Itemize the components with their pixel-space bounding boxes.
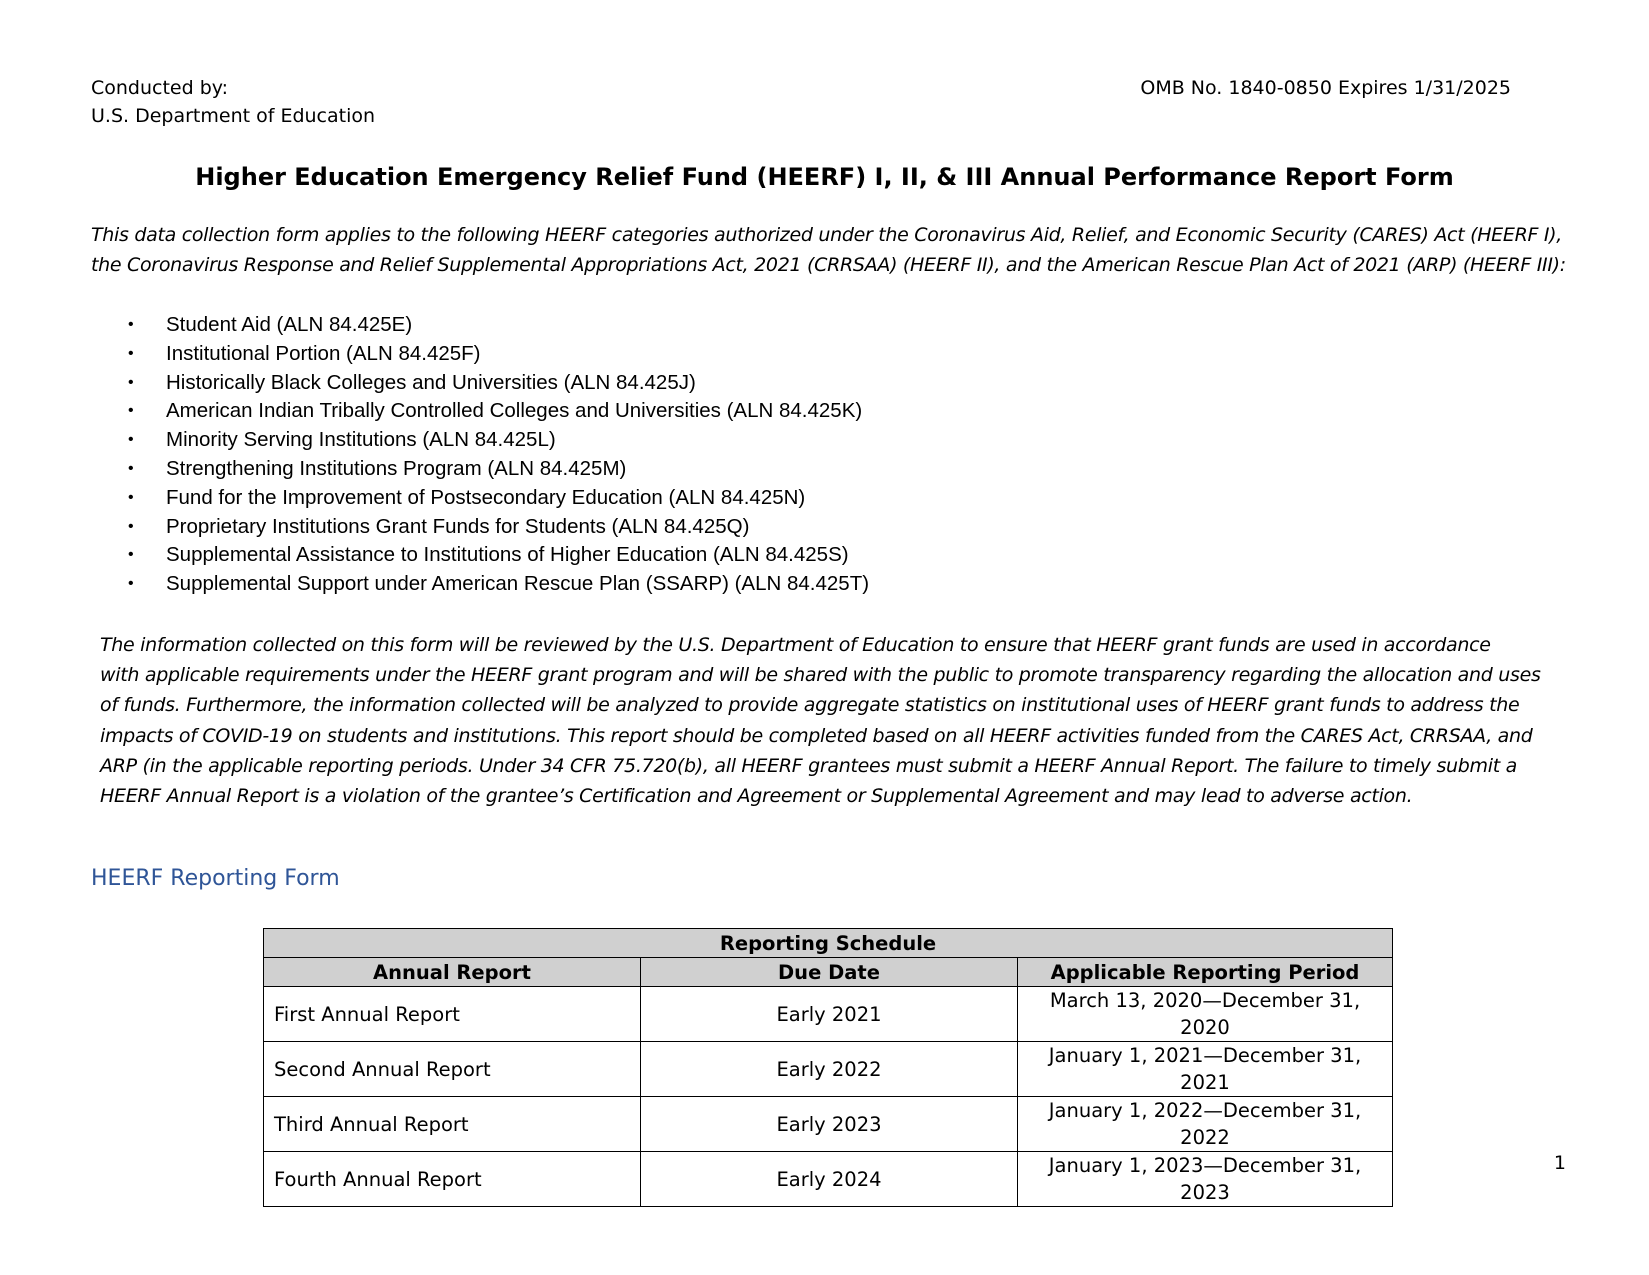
notice-line: impacts of COVID-19 on students and institutions. This report should be completed based on all HEERF activities funded from the CARES Act, CRRSAA, and: [100, 724, 1533, 747]
category-label: Strengthening Institutions Program (ALN 84.425M): [166, 456, 627, 480]
annual-report-cell: Fourth Annual Report: [264, 1152, 641, 1207]
conducted-by-label: Conducted by:: [91, 77, 229, 99]
column-header: Due Date: [641, 958, 1018, 987]
table-caption: Reporting Schedule: [264, 929, 1393, 958]
bullet-icon: •: [128, 431, 134, 449]
list-item: [124, 570, 869, 599]
page-number: 1: [1553, 1152, 1566, 1174]
list-item: [124, 484, 869, 513]
list-item: [124, 541, 869, 570]
list-item: [124, 311, 869, 340]
category-label: Proprietary Institutions Grant Funds for Students (ALN 84.425Q): [166, 514, 750, 538]
annual-report-cell: First Annual Report: [264, 987, 641, 1042]
table-row: [264, 1042, 1393, 1097]
category-label: American Indian Tribally Controlled Colleges and Universities (ALN 84.425K): [166, 399, 863, 423]
column-header: Annual Report: [264, 958, 641, 987]
category-label: Supplemental Support under American Rescue Plan (SSARP) (ALN 84.425T): [166, 572, 870, 596]
category-list: [124, 311, 869, 599]
bullet-icon: •: [128, 517, 134, 535]
reporting-period-cell: January 1, 2023—December 31, 2023: [1018, 1152, 1393, 1207]
page-title: Higher Education Emergency Relief Fund (HEERF) I, II, & III Annual Performance Report Form: [195, 163, 1454, 191]
list-item: [124, 426, 869, 455]
bullet-icon: •: [128, 546, 134, 564]
category-label: Fund for the Improvement of Postsecondary Education (ALN 84.425N): [166, 485, 806, 509]
category-label: Institutional Portion (ALN 84.425F): [166, 341, 481, 365]
bullet-icon: •: [128, 344, 134, 362]
category-label: Minority Serving Institutions (ALN 84.425L): [166, 428, 556, 452]
department-name: U.S. Department of Education: [91, 105, 376, 127]
notice-line: ARP (in the applicable reporting periods. Under 34 CFR 75.720(b), all HEERF grantees must submit a HEERF Annual Report. The failure to timely submit a: [100, 754, 1517, 777]
omb-number: OMB No. 1840-0850 Expires 1/31/2025: [1140, 77, 1511, 99]
reporting-schedule-table: [263, 928, 1393, 1207]
list-item: [124, 455, 869, 484]
notice-line: with applicable requirements under the HEERF grant program and will be shared with the public to promote transparency regarding the allocation and uses: [100, 664, 1541, 687]
section-heading: HEERF Reporting Form: [91, 866, 340, 891]
list-item: [124, 340, 869, 369]
bullet-icon: •: [128, 575, 134, 593]
annual-report-cell: Second Annual Report: [264, 1042, 641, 1097]
table-caption-row: [264, 929, 1393, 958]
due-date-cell: Early 2021: [641, 987, 1018, 1042]
column-header: Applicable Reporting Period: [1018, 958, 1393, 987]
due-date-cell: Early 2024: [641, 1152, 1018, 1207]
reporting-period-cell: March 13, 2020—December 31, 2020: [1018, 987, 1393, 1042]
intro-line: This data collection form applies to the following HEERF categories authorized under the Coronavirus Aid, Relief, and Economic Security (CARES) Act (HEERF I),: [91, 224, 1563, 246]
intro-line: the Coronavirus Response and Relief Supplemental Appropriations Act, 2021 (CRRSAA) (HEERF II), and the American Rescue Plan Act of 2021 (ARP) (HEERF III):: [91, 254, 1566, 276]
category-label: Historically Black Colleges and Universities (ALN 84.425J): [166, 370, 696, 394]
list-item: [124, 513, 869, 542]
reporting-period-cell: January 1, 2022—December 31, 2022: [1018, 1097, 1393, 1152]
notice-paragraph: [100, 630, 1600, 811]
bullet-icon: •: [128, 316, 134, 333]
bullet-icon: •: [128, 402, 134, 420]
intro-paragraph: [91, 220, 1611, 280]
list-item: [124, 397, 869, 426]
notice-line: of funds. Furthermore, the information collected will be analyzed to provide aggregate statistics on institutional uses of HEERF grant funds to address the: [100, 694, 1520, 717]
table-row: [264, 1152, 1393, 1207]
table-row: [264, 987, 1393, 1042]
due-date-cell: Early 2023: [641, 1097, 1018, 1152]
reporting-period-cell: January 1, 2021—December 31, 2021: [1018, 1042, 1393, 1097]
notice-line: The information collected on this form will be reviewed by the U.S. Department of Education to ensure that HEERF grant funds are used in accordance: [100, 634, 1491, 656]
bullet-icon: •: [128, 373, 134, 391]
bullet-icon: •: [128, 459, 134, 477]
annual-report-cell: Third Annual Report: [264, 1097, 641, 1152]
header-left: [91, 74, 375, 130]
table-row: [264, 1097, 1393, 1152]
notice-line: HEERF Annual Report is a violation of the grantee’s Certification and Agreement or Supplemental Agreement and may lead to adverse action.: [100, 785, 1413, 808]
table-header-row: [264, 958, 1393, 987]
category-label: Supplemental Assistance to Institutions of Higher Education (ALN 84.425S): [166, 543, 849, 567]
list-item: [124, 369, 869, 398]
due-date-cell: Early 2022: [641, 1042, 1018, 1097]
bullet-icon: •: [128, 488, 134, 506]
category-label: Student Aid (ALN 84.425E): [166, 313, 413, 336]
